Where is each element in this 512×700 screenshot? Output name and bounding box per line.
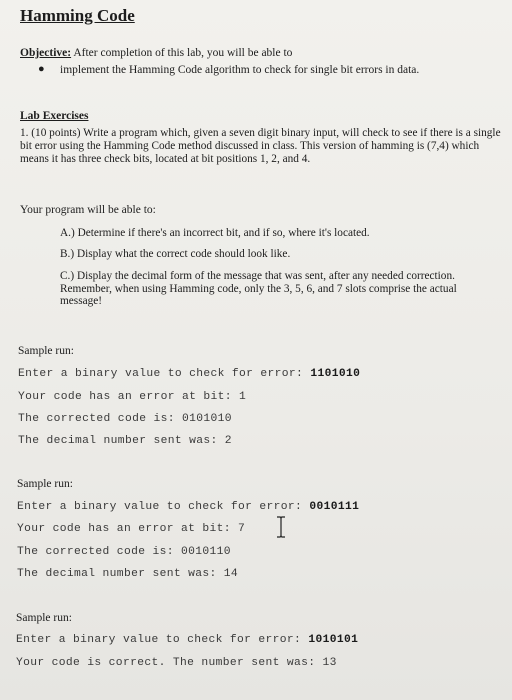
exercise-text: 1. (10 points) Write a program which, given a seven digit binary input, will check to see if there is a single bit error using the Hamming Code method discussed in class. This version of hamming is (7,4) which means it has three check bits, located at bit positions 1, 2, and 4. xyxy=(20,127,501,165)
ability-a: A.) Determine if there's an incorrect bit, and if so, where it's located. xyxy=(60,227,370,239)
lab-heading: Lab Exercises xyxy=(20,110,89,122)
console-line: Your code has an error at bit: 7 xyxy=(17,523,246,535)
console-prompt: Enter a binary value to check for error: 1010101 xyxy=(16,634,359,646)
console-prompt: Enter a binary value to check for error: 1101010 xyxy=(18,368,361,380)
console-line: The decimal number sent was: 2 xyxy=(18,435,232,447)
sample-run-label: Sample run: xyxy=(16,612,72,624)
objective-bullet: implement the Hamming Code algorithm to check for single bit errors in data. xyxy=(60,64,420,76)
objective-line xyxy=(20,47,292,59)
ability-b: B.) Display what the correct code should look like. xyxy=(60,248,291,260)
ability-c: C.) Display the decimal form of the message that was sent, after any needed correction. Remember, when using Hamming code, only the 3, 5, 6, and 7 slots comprise the actual message! xyxy=(60,270,457,307)
console-input: 1101010 xyxy=(310,368,361,380)
console-line: Your code has an error at bit: 1 xyxy=(18,391,247,403)
abilities-intro: Your program will be able to: xyxy=(20,204,156,216)
page-title: Hamming Code xyxy=(20,6,135,25)
sample-run-label: Sample run: xyxy=(18,345,74,357)
console-input: 1010101 xyxy=(308,634,359,646)
objective-label: Objective: xyxy=(20,47,72,59)
sample-run-label: Sample run: xyxy=(17,478,73,490)
console-line: The corrected code is: 0010110 xyxy=(17,546,231,558)
console-line: The decimal number sent was: 14 xyxy=(17,568,239,580)
console-line: The corrected code is: 0101010 xyxy=(18,413,232,425)
console-line: Your code is correct. The number sent was: 13 xyxy=(16,657,337,669)
bullet-icon: ● xyxy=(38,63,45,75)
console-prompt: Enter a binary value to check for error: 0010111 xyxy=(17,501,360,513)
objective-text: After completion of this lab, you will be able to xyxy=(71,47,293,59)
console-input: 0010111 xyxy=(309,501,360,513)
text-cursor-icon xyxy=(276,516,286,538)
